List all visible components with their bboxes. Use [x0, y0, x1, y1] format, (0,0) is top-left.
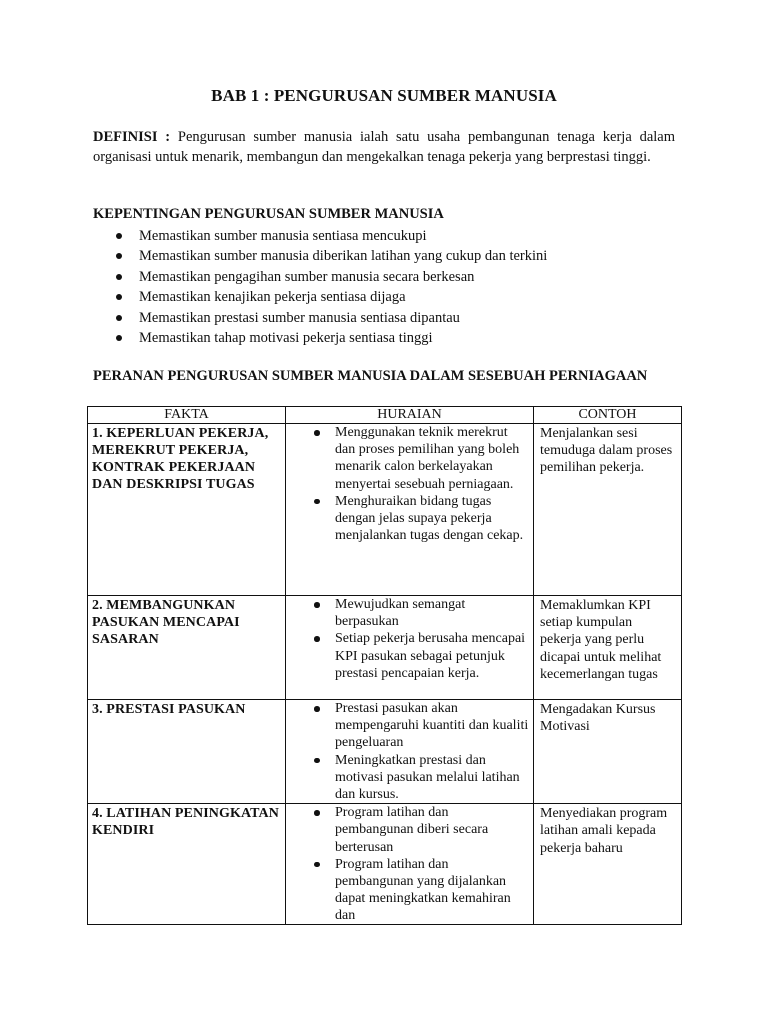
table-row — [88, 700, 682, 804]
roles-heading: PERANAN PENGURUSAN SUMBER MANUSIA DALAM SESEBUAH PERNIAGAAN — [93, 368, 648, 384]
table-row — [88, 424, 682, 596]
importance-list — [93, 226, 693, 348]
huraian-cell — [286, 804, 534, 925]
bullet-icon — [116, 253, 122, 259]
importance-heading: KEPENTINGAN PENGURUSAN SUMBER MANUSIA — [93, 206, 444, 222]
contoh-cell: Menyediakan program latihan amali kepada pekerja baharu — [534, 804, 682, 925]
bullet-icon — [116, 274, 122, 280]
bullet-icon — [116, 294, 122, 300]
definition-paragraph — [93, 127, 675, 167]
bullet-icon — [314, 602, 320, 608]
huraian-cell — [286, 596, 534, 700]
list-item-text: Menggunakan teknik merekrut dan proses pemilihan yang boleh menarik calon berkelayakan menyertai sesebuah perniagaan. — [335, 425, 520, 492]
list-item-text: Memastikan pengagihan sumber manusia secara berkesan — [139, 268, 475, 285]
list-item — [286, 424, 533, 493]
list-item-text: Menghuraikan bidang tugas dengan jelas supaya pekerja menjalankan tugas dengan cekap. — [335, 493, 524, 544]
definition-text: Pengurusan sumber manusia ialah satu usaha pembangunan tenaga kerja dalam organisasi untuk menarik, membangun dan mengekalkan tenaga pekerja yang berprestasi tinggi. — [93, 129, 676, 165]
list-item-text: Memastikan tahap motivasi pekerja sentiasa tinggi — [139, 329, 433, 346]
huraian-cell — [286, 700, 534, 804]
list-item-text: Memastikan sumber manusia diberikan latihan yang cukup dan terkini — [139, 248, 548, 265]
bullet-icon — [314, 636, 320, 642]
list-item-text: Memastikan sumber manusia sentiasa mencukupi — [139, 228, 427, 244]
list-item — [286, 630, 533, 682]
huraian-cell — [286, 424, 534, 596]
list-item — [286, 804, 533, 856]
list-item — [93, 226, 693, 246]
list-item-text: Prestasi pasukan akan mempengaruhi kuantiti dan kualiti pengeluaran — [335, 701, 529, 751]
list-item — [93, 246, 693, 266]
list-item-text: Program latihan dan pembangunan diberi secara berterusan — [335, 805, 489, 855]
column-header-fakta: FAKTA — [88, 407, 286, 424]
list-item-text: Program latihan dan pembangunan yang dijalankan dapat meningkatkan kemahiran dan — [335, 856, 511, 924]
fakta-cell: 4. LATIHAN PENINGKATAN KENDIRI — [88, 804, 286, 925]
list-item — [93, 308, 693, 328]
bullet-icon — [116, 315, 122, 321]
list-item-text: Setiap pekerja berusaha mencapai KPI pasukan sebagai petunjuk prestasi pencapaian kerja. — [335, 631, 526, 681]
document-title: BAB 1 : PENGURUSAN SUMBER MANUSIA — [211, 86, 557, 105]
list-item-text: Memastikan kenajikan pekerja sentiasa dijaga — [139, 289, 406, 306]
list-item — [93, 328, 693, 348]
list-item — [286, 493, 533, 545]
contoh-cell: Memaklumkan KPI setiap kumpulan pekerja yang perlu dicapai untuk melihat kecemerlangan tugas — [534, 596, 682, 700]
bullet-icon — [314, 810, 320, 816]
list-item — [93, 267, 693, 287]
contoh-cell: Mengadakan Kursus Motivasi — [534, 700, 682, 804]
definition-label: DEFINISI : — [93, 129, 171, 145]
list-item — [286, 700, 533, 752]
table-row — [88, 804, 682, 925]
roles-table — [87, 406, 682, 925]
fakta-cell: 2. MEMBANGUNKAN PASUKAN MENCAPAI SASARAN — [88, 596, 286, 700]
bullet-icon — [116, 335, 122, 341]
column-header-huraian: HURAIAN — [286, 407, 534, 424]
contoh-cell: Menjalankan sesi temuduga dalam proses pemilihan pekerja. — [534, 424, 682, 596]
list-item-text: Meningkatkan prestasi dan motivasi pasukan melalui latihan dan kursus. — [335, 752, 520, 803]
fakta-cell: 1. KEPERLUAN PEKERJA, MEREKRUT PEKERJA, KONTRAK PEKERJAAN DAN DESKRIPSI TUGAS — [88, 424, 286, 596]
table-row — [88, 596, 682, 700]
list-item — [286, 596, 533, 630]
bullet-icon — [314, 499, 320, 505]
list-item — [286, 856, 533, 923]
column-header-contoh: CONTOH — [534, 407, 682, 424]
list-item — [93, 287, 693, 307]
list-item-text: Memastikan prestasi sumber manusia sentiasa dipantau — [139, 309, 460, 326]
bullet-icon — [314, 862, 320, 868]
bullet-icon — [314, 706, 320, 712]
table-header-row — [88, 407, 682, 424]
list-item — [286, 752, 533, 804]
bullet-icon — [116, 233, 122, 239]
bullet-icon — [314, 758, 320, 764]
list-item-text: Mewujudkan semangat berpasukan — [335, 597, 466, 630]
fakta-cell: 3. PRESTASI PASUKAN — [88, 700, 286, 804]
bullet-icon — [314, 430, 320, 436]
